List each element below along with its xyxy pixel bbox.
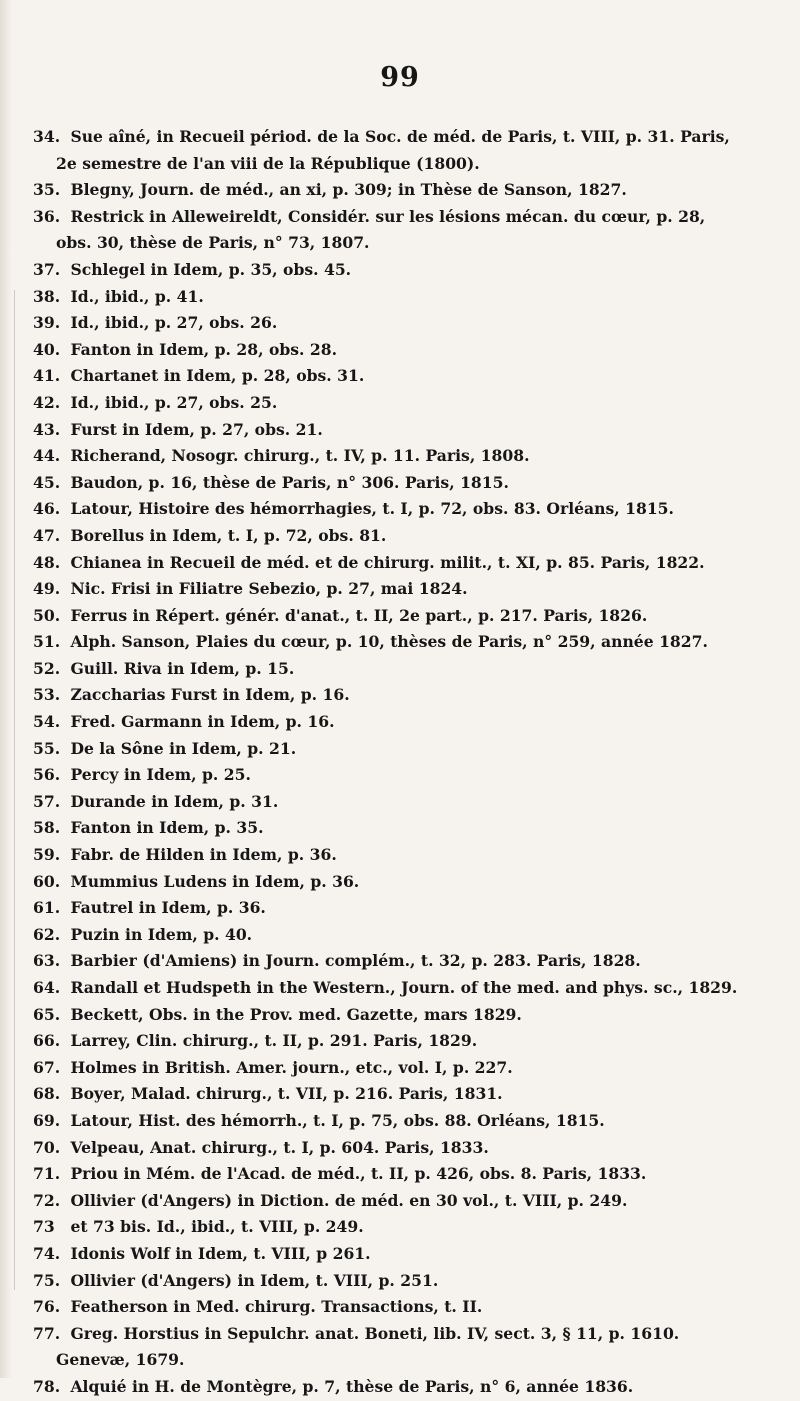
entry-text: Priou in Mém. de l'Acad. de méd., t. II, p. 426, obs. 8. Paris, 1833. (70, 1164, 647, 1184)
entry-number: 41. (33, 366, 61, 386)
entry-number: 40. (33, 339, 61, 359)
entry-text: et 73 bis. Id., ibid., t. VIII, p. 249. (70, 1217, 364, 1237)
entry-number: 65. (33, 1004, 61, 1024)
bibliography-entry (33, 1321, 783, 1348)
bibliography-entry (33, 736, 783, 763)
entry-number: 50. (33, 605, 61, 625)
entry-text: Holmes in British. Amer. journ., etc., vol. I, p. 227. (70, 1057, 513, 1077)
entry-text: Barbier (d'Amiens) in Journ. complém., t. 32, p. 283. Paris, 1828. (70, 951, 641, 971)
entry-text: Genevæ, 1679. (56, 1350, 185, 1370)
entry-number: 55. (33, 738, 61, 758)
entry-text: Baudon, p. 16, thèse de Paris, n° 306. Paris, 1815. (70, 472, 509, 492)
entry-number: 73 (33, 1217, 55, 1237)
entry-number: 45. (33, 472, 61, 492)
entry-number: 68. (33, 1084, 61, 1104)
entry-number: 34. (33, 127, 61, 146)
entry-number: 62. (33, 924, 61, 944)
bibliography-entry (33, 470, 783, 497)
bibliography-entry (33, 310, 783, 337)
bibliography-entry (33, 204, 783, 231)
entry-number: 35. (33, 180, 61, 200)
bibliography-entry (33, 443, 783, 470)
entry-number: 36. (33, 206, 61, 226)
bibliography-entry (33, 1294, 783, 1321)
entry-text: Guill. Riva in Idem, p. 15. (70, 658, 295, 678)
entry-number: 57. (33, 791, 61, 811)
bibliography-entry (33, 390, 783, 417)
bibliography-entry-continuation (33, 1347, 783, 1374)
bibliography-entry (33, 496, 783, 523)
entry-number: 56. (33, 765, 61, 785)
entry-text: Id., ibid., p. 27, obs. 26. (70, 313, 278, 333)
entry-text: Schlegel in Idem, p. 35, obs. 45. (70, 259, 352, 279)
entry-text: Latour, Histoire des hémorrhagies, t. I, p. 72, obs. 83. Orléans, 1815. (70, 499, 674, 519)
entry-number: 43. (33, 419, 61, 439)
bibliography-list (33, 124, 783, 1401)
entry-number: 74. (33, 1243, 61, 1263)
entry-text: Ferrus in Répert. génér. d'anat., t. II, 2e part., p. 217. Paris, 1826. (70, 605, 648, 625)
entry-text: Featherson in Med. chirurg. Transactions, t. II. (70, 1297, 483, 1317)
entry-text: Id., ibid., p. 27, obs. 25. (70, 392, 278, 412)
bibliography-entry (33, 1002, 783, 1029)
entry-text: De la Sône in Idem, p. 21. (70, 738, 297, 758)
bibliography-entry (33, 709, 783, 736)
entry-number: 44. (33, 446, 61, 466)
entry-number: 48. (33, 552, 61, 572)
bibliography-entry-continuation (33, 151, 783, 178)
entry-text: Velpeau, Anat. chirurg., t. I, p. 604. Paris, 1833. (70, 1137, 489, 1157)
entry-number: 72. (33, 1190, 61, 1210)
bibliography-entry (33, 1108, 783, 1135)
bibliography-entry (33, 682, 783, 709)
bibliography-entry (33, 762, 783, 789)
entry-number: 52. (33, 658, 61, 678)
entry-text: Alquié in H. de Montègre, p. 7, thèse de Paris, n° 6, année 1836. (70, 1376, 634, 1396)
entry-number: 78. (33, 1376, 61, 1396)
entry-text: Percy in Idem, p. 25. (70, 765, 251, 785)
entry-text: Boyer, Malad. chirurg., t. VII, p. 216. Paris, 1831. (70, 1084, 503, 1104)
page-number: 99 (380, 62, 420, 93)
entry-text: Blegny, Journ. de méd., an xi, p. 309; in Thèse de Sanson, 1827. (70, 180, 627, 200)
entry-number: 70. (33, 1137, 61, 1157)
bibliography-entry (33, 1028, 783, 1055)
entry-number: 77. (33, 1323, 61, 1343)
bibliography-entry (33, 550, 783, 577)
bibliography-entry (33, 337, 783, 364)
entry-text: Nic. Frisi in Filiatre Sebezio, p. 27, mai 1824. (70, 579, 468, 599)
entry-number: 38. (33, 286, 61, 306)
entry-number: 39. (33, 313, 61, 333)
bibliography-entry (33, 922, 783, 949)
entry-text: Ollivier (d'Angers) in Idem, t. VIII, p. 251. (70, 1270, 439, 1290)
bibliography-entry-continuation (33, 230, 783, 257)
entry-text: Larrey, Clin. chirurg., t. II, p. 291. Paris, 1829. (70, 1031, 478, 1051)
bibliography-entry (33, 789, 783, 816)
bibliography-entry (33, 1055, 783, 1082)
bibliography-entry (33, 1214, 783, 1241)
bibliography-entry (33, 177, 783, 204)
entry-text: Randall et Hudspeth in the Western., Journ. of the med. and phys. sc., 1829. (70, 978, 738, 997)
entry-number: 37. (33, 259, 61, 279)
entry-text: Greg. Horstius in Sepulchr. anat. Boneti, lib. IV, sect. 3, § 11, p. 1610. (70, 1323, 680, 1343)
bibliography-entry (33, 842, 783, 869)
entry-text: Fabr. de Hilden in Idem, p. 36. (70, 845, 337, 865)
bibliography-entry (33, 1081, 783, 1108)
entry-number: 54. (33, 712, 61, 732)
entry-text: Richerand, Nosogr. chirurg., t. IV, p. 11. Paris, 1808. (70, 446, 530, 466)
bibliography-entry (33, 257, 783, 284)
bibliography-entry (33, 1188, 783, 1215)
entry-text: Ollivier (d'Angers) in Diction. de méd. en 30 vol., t. VIII, p. 249. (70, 1190, 628, 1210)
entry-number: 42. (33, 392, 61, 412)
entry-number: 51. (33, 632, 61, 652)
bibliography-entry (33, 1161, 783, 1188)
entry-text: Restrick in Alleweireldt, Considér. sur les lésions mécan. du cœur, p. 28, (70, 206, 706, 226)
entry-text: Furst in Idem, p. 27, obs. 21. (70, 419, 323, 439)
entry-text: 2e semestre de l'an viii de la République (1800). (56, 153, 480, 173)
bibliography-entry (33, 815, 783, 842)
entry-text: Fautrel in Idem, p. 36. (70, 898, 266, 918)
entry-text: Latour, Hist. des hémorrh., t. I, p. 75, obs. 88. Orléans, 1815. (70, 1110, 605, 1130)
entry-number: 76. (33, 1297, 61, 1317)
bibliography-entry (33, 948, 783, 975)
bibliography-entry (33, 869, 783, 896)
binding-edge (0, 0, 12, 1378)
entry-text: Chianea in Recueil de méd. et de chirurg. milit., t. XI, p. 85. Paris, 1822. (70, 552, 705, 572)
entry-number: 64. (33, 978, 61, 997)
entry-number: 67. (33, 1057, 61, 1077)
entry-number: 49. (33, 579, 61, 599)
entry-text: Chartanet in Idem, p. 28, obs. 31. (70, 366, 365, 386)
bibliography-entry (33, 629, 783, 656)
margin-rule (14, 290, 15, 1290)
bibliography-entry (33, 523, 783, 550)
bibliography-entry (33, 603, 783, 630)
entry-number: 66. (33, 1031, 61, 1051)
bibliography-entry (33, 363, 783, 390)
entry-text: Mummius Ludens in Idem, p. 36. (70, 871, 360, 891)
entry-text: Zaccharias Furst in Idem, p. 16. (70, 685, 350, 705)
entry-text: Fanton in Idem, p. 35. (70, 818, 264, 838)
entry-number: 60. (33, 871, 61, 891)
entry-text: Durande in Idem, p. 31. (70, 791, 279, 811)
bibliography-entry (33, 1241, 783, 1268)
bibliography-entry (33, 1135, 783, 1162)
bibliography-entry (33, 417, 783, 444)
entry-text: Idonis Wolf in Idem, t. VIII, p 261. (70, 1243, 371, 1263)
entry-text: Id., ibid., p. 41. (70, 286, 204, 306)
entry-text: Puzin in Idem, p. 40. (70, 924, 253, 944)
entry-text: Alph. Sanson, Plaies du cœur, p. 10, thèses de Paris, n° 259, année 1827. (70, 632, 708, 652)
bibliography-entry (33, 656, 783, 683)
entry-number: 63. (33, 951, 61, 971)
entry-number: 58. (33, 818, 61, 838)
bibliography-entry (33, 576, 783, 603)
entry-number: 46. (33, 499, 61, 519)
entry-text: Fred. Garmann in Idem, p. 16. (70, 712, 335, 732)
bibliography-entry (33, 124, 783, 151)
entry-text: Fanton in Idem, p. 28, obs. 28. (70, 339, 338, 359)
entry-text: obs. 30, thèse de Paris, n° 73, 1807. (56, 233, 370, 253)
entry-number: 59. (33, 845, 61, 865)
entry-text: Borellus in Idem, t. I, p. 72, obs. 81. (70, 525, 387, 545)
bibliography-entry (33, 284, 783, 311)
entry-number: 75. (33, 1270, 61, 1290)
entry-text: Beckett, Obs. in the Prov. med. Gazette, mars 1829. (70, 1004, 522, 1024)
bibliography-entry (33, 1268, 783, 1295)
bibliography-entry (33, 975, 783, 1002)
entry-number: 61. (33, 898, 61, 918)
entry-text: Sue aîné, in Recueil périod. de la Soc. de méd. de Paris, t. VIII, p. 31. Paris, (70, 127, 730, 146)
bibliography-entry (33, 895, 783, 922)
entry-number: 69. (33, 1110, 61, 1130)
entry-number: 53. (33, 685, 61, 705)
entry-number: 47. (33, 525, 61, 545)
entry-number: 71. (33, 1164, 61, 1184)
